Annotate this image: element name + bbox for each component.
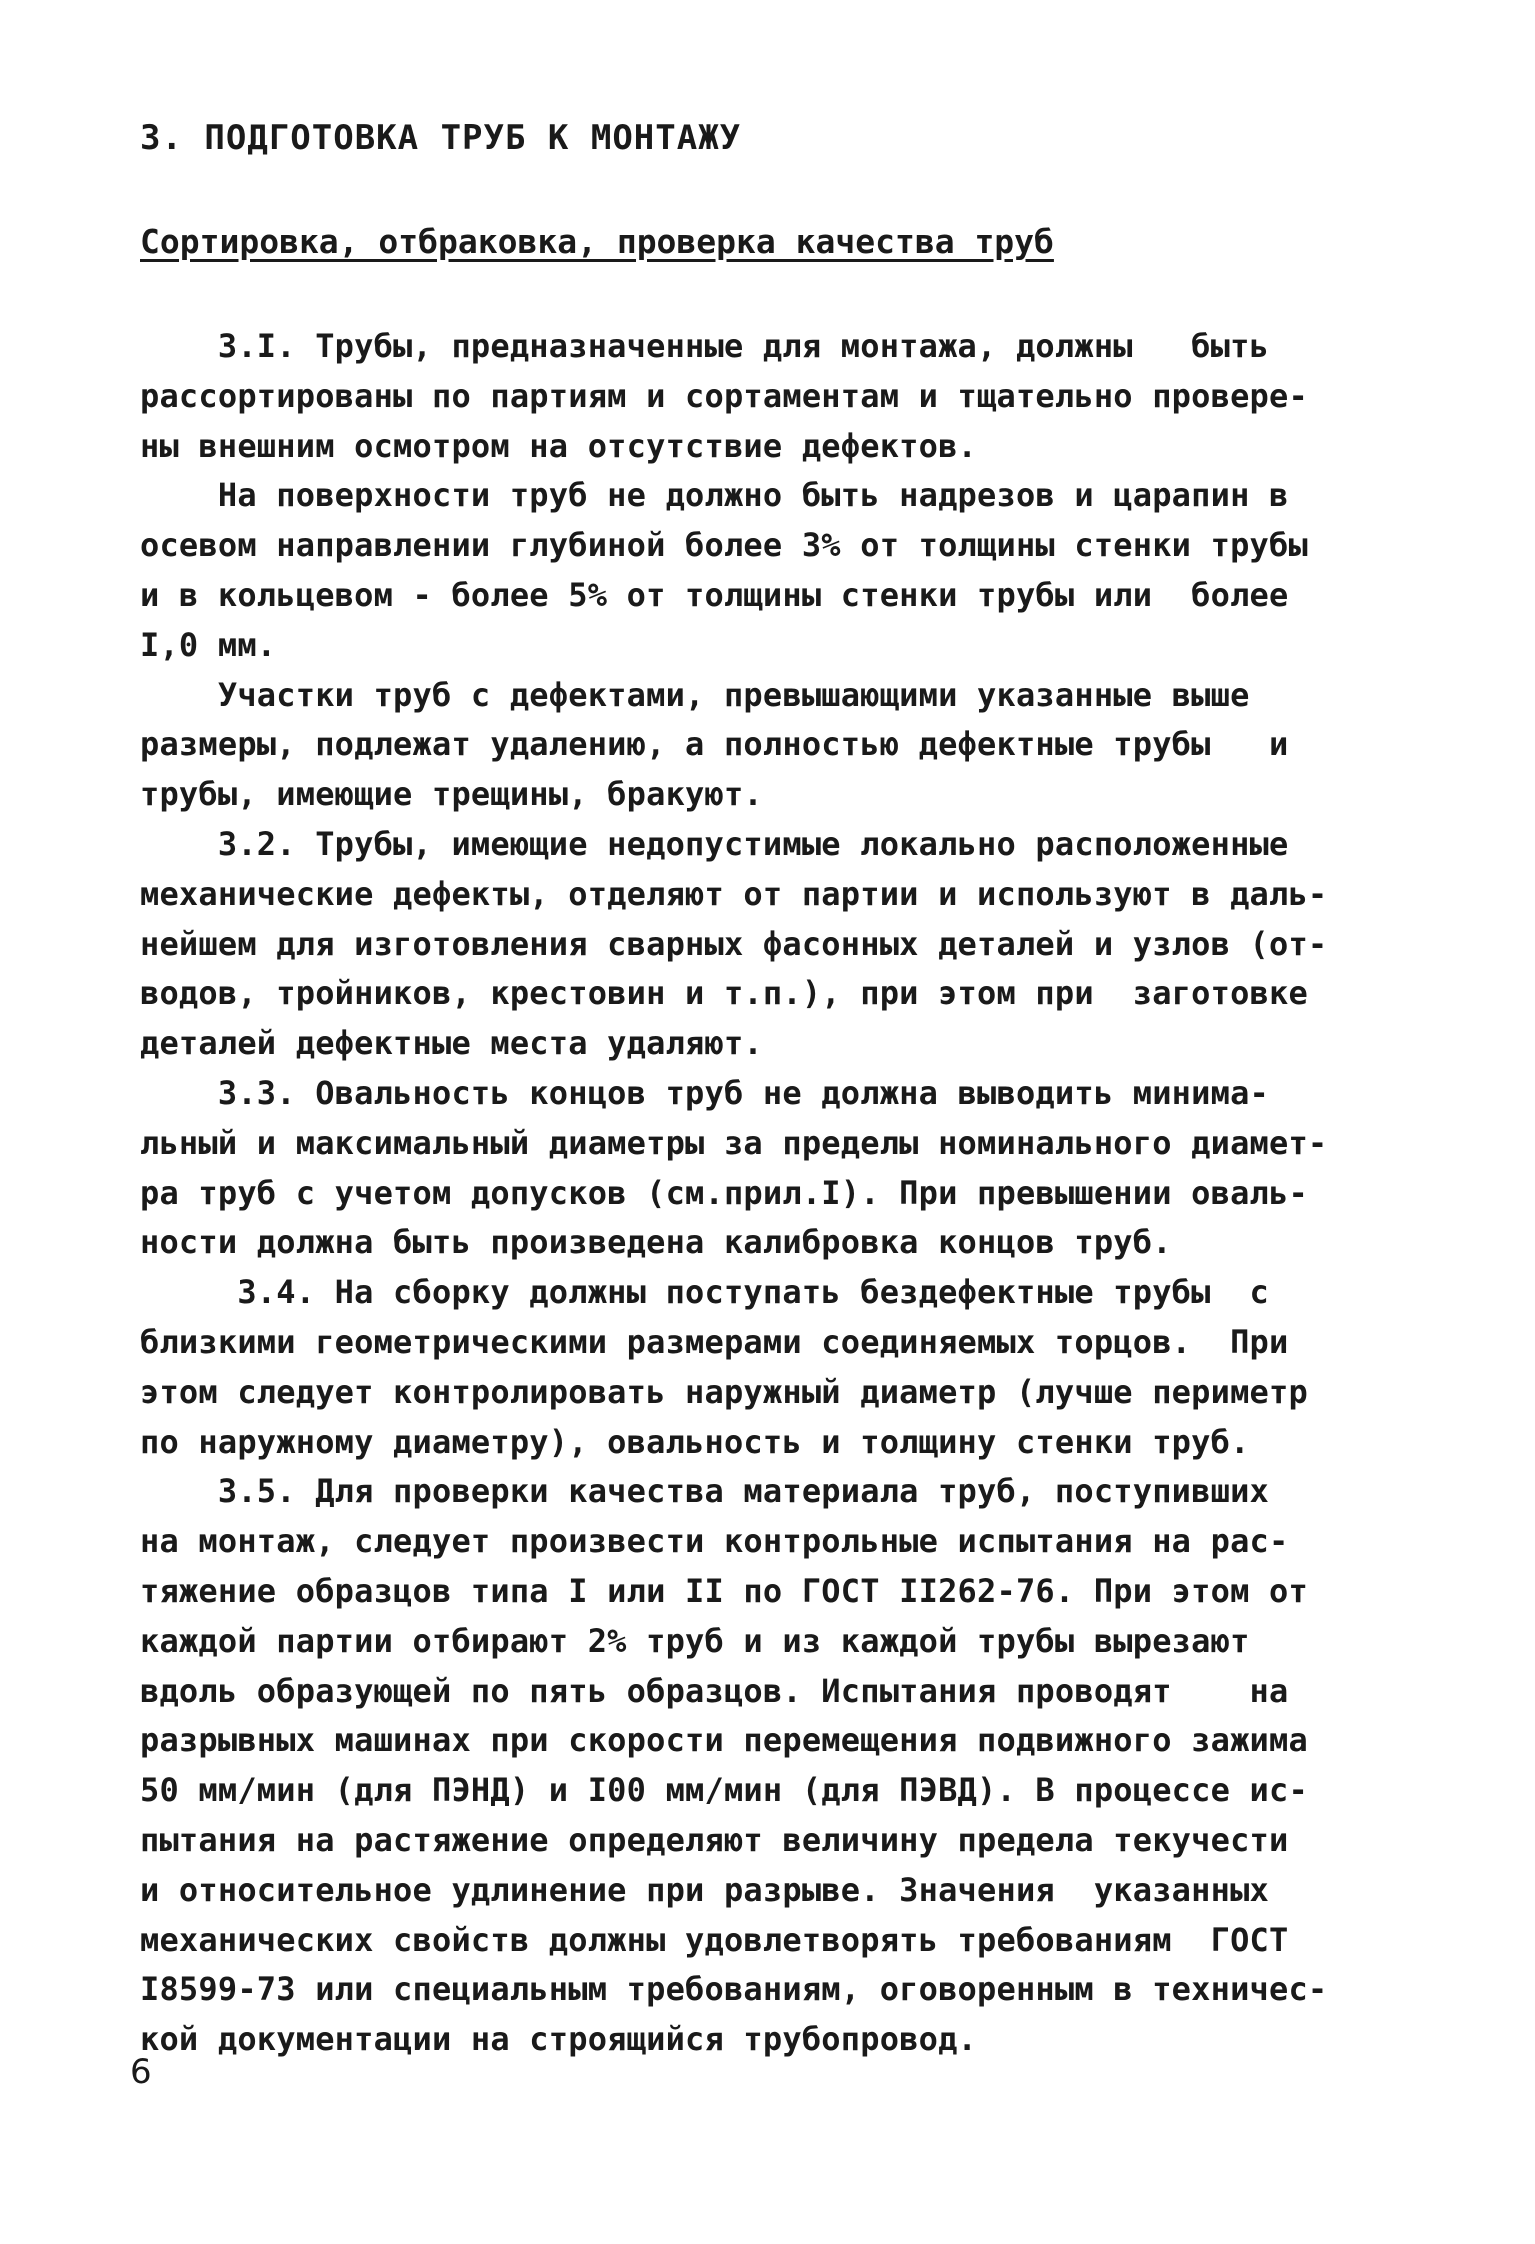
- text-line: деталей дефектные места удаляют.: [140, 1024, 763, 1063]
- text-line: льный и максимальный диаметры за пределы номинального диамет-: [140, 1123, 1328, 1162]
- text-line: ны внешним осмотром на отсутствие дефектов.: [140, 426, 978, 465]
- text-line: по наружному диаметру), овальность и толщину стенки труб.: [140, 1422, 1250, 1461]
- text-line: нейшем для изготовления сварных фасонных деталей и узлов (от-: [140, 924, 1328, 963]
- text-line: кой документации на строящийся трубопровод.: [140, 2020, 978, 2059]
- text-line: этом следует контролировать наружный диаметр (лучше периметр: [140, 1372, 1308, 1411]
- text-line: ра труб с учетом допусков (см.прил.I). При превышении оваль-: [140, 1173, 1308, 1212]
- text-line: 3.4. На сборку должны поступать бездефектные трубы с: [140, 1273, 1270, 1312]
- text-line: на монтаж, следует произвести контрольные испытания на рас-: [140, 1522, 1289, 1561]
- section-title: 3. ПОДГОТОВКА ТРУБ К МОНТАЖУ: [140, 118, 742, 158]
- text-line: и в кольцевом - более 5% от толщины стенки трубы или более: [140, 575, 1289, 614]
- text-line: На поверхности труб не должно быть надрезов и царапин в: [140, 476, 1289, 515]
- text-line: каждой партии отбирают 2% труб и из каждой трубы вырезают: [140, 1621, 1250, 1660]
- text-line: вдоль образующей по пять образцов. Испытания проводят на: [140, 1671, 1289, 1710]
- text-line: тяжение образцов типа I или II по ГОСТ II262-76. При этом от: [140, 1571, 1308, 1610]
- text-line: размеры, подлежат удалению, а полностью дефектные трубы и: [140, 725, 1289, 764]
- text-line: и относительное удлинение при разрыве. Значения указанных: [140, 1870, 1270, 1909]
- text-line: разрывных машинах при скорости перемещения подвижного зажима: [140, 1721, 1308, 1760]
- text-line: 3.5. Для проверки качества материала труб, поступивших: [140, 1472, 1270, 1511]
- text-line: I,0 мм.: [140, 625, 277, 664]
- text-line: водов, тройников, крестовин и т.п.), при этом при заготовке: [140, 974, 1308, 1013]
- text-line: 3.I. Трубы, предназначенные для монтажа, должны быть: [140, 327, 1270, 365]
- subsection-title: Сортировка, отбраковка, проверка качества труб: [140, 222, 1054, 261]
- text-line: трубы, имеющие трещины, бракуют.: [140, 775, 763, 814]
- text-line: Участки труб с дефектами, превышающими указанные выше: [140, 675, 1250, 714]
- text-line: механических свойств должны удовлетворять требованиям ГОСТ: [140, 1920, 1289, 1959]
- text-line: 3.3. Овальность концов труб не должна выводить минима-: [140, 1073, 1270, 1112]
- text-line: 50 мм/мин (для ПЭНД) и I00 мм/мин (для ПЭВД). В процессе ис-: [140, 1771, 1308, 1810]
- text-line: механические дефекты, отделяют от партии и используют в даль-: [140, 874, 1328, 913]
- text-line: рассортированы по партиям и сортаментам и тщательно провере-: [140, 376, 1308, 415]
- page-number: 6: [130, 2052, 152, 2092]
- text-line: ности должна быть произведена калибровка концов труб.: [140, 1223, 1172, 1262]
- text-line: близкими геометрическими размерами соединяемых торцов. При: [140, 1322, 1289, 1361]
- text-line: 3.2. Трубы, имеющие недопустимые локально расположенные: [140, 824, 1289, 863]
- text-line: осевом направлении глубиной более 3% от толщины стенки трубы: [140, 526, 1308, 565]
- text-line: пытания на растяжение определяют величину предела текучести: [140, 1820, 1289, 1859]
- text-line: I8599-73 или специальным требованиям, оговоренным в техничес-: [140, 1970, 1328, 2009]
- body-text: [140, 322, 1420, 2065]
